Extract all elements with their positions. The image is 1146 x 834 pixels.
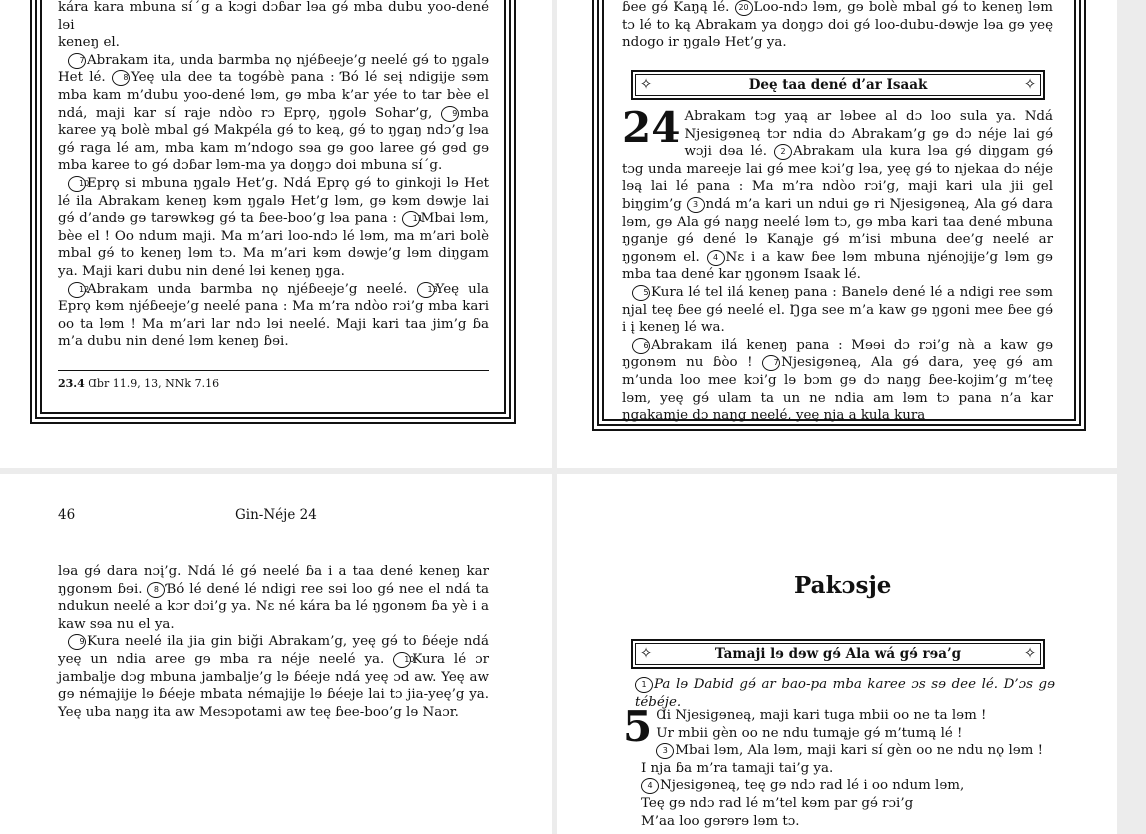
poetry-line: I nja ɓa m’ra tamaji tai’g ya. [641,760,834,776]
poetry [623,702,1053,830]
verse-number: 4 [641,778,659,794]
body-text [622,103,1053,425]
poetry-line: 4 Njesigɘneą, teę gɘ ndɔ rad lé i oo ndum lɘm, [641,777,1053,795]
verse-number: 9 [441,106,459,122]
verse: 24 Abrakam tɔg yaą ar lɘbee al dɔ loo sula ya. Ndá Njesigɘneą tɔr ndia dɔ Abrakam’g gɘ dɔ néje lai gɘ́ wɔji dɘa lé. 2 Abrakam ula kura lɘa gɘ́ diŋgam gɘ́ tɔg unda mareeje lai gɘ́ mee kɔi’g lɘa, yeę gɘ́ to njekaa dɔ néje lɘą lai lé pana : Ma m’ra ndòo rɔi’g, maji kari ula jii gel biŋgim’g 3 ndá m’a kari un ndui gɘ ri Njesigɘneą, Ala gɘ́ dara lɘm, gɘ Ala gɘ́ naŋg neelé lɘm tɔ, gɘ mba kari taa dené mbuna ŋganje gɘ́ dené lɘ Kanąje gɘ́ m’isi mbuna dee’g neelé ar ŋgonɘm el. 4 Nɛ i a kaw ɓee lɘm mbuna njénojije’g lɘm gɘ mba taa dené kar ŋgonɘm Isaak lé. [622,103,1053,283]
psalm-superscription: 1 Pa lɘ Dabid gɘ́ ar bao-pa mba karee ɔs sɘ dee lé. D’ɔs gɘ tébéje. [635,677,1055,710]
running-head: Gin-Néje 24 [235,507,317,523]
body-text [622,0,1053,52]
poetry-line: M’aa loo gɘrɘrɘ lɘm tɔ. [641,813,800,829]
body-text [58,0,489,351]
chapter-number: 24 [622,103,681,152]
verse-number: 3 [656,743,674,759]
book-title: Pakɔsje [794,572,892,599]
verse: lɘa gɘ́ dara nɔį’g. Ndá lé gɘ́ neelé ɓa i a taa dené keneŋ kar ŋgonɘm ɓɘi. 8 Ɓó lé dené lé ndigi ree sɘi loo gɘ́ nee el ndá ta ndukun neelé a kɔr dɔi’g ya. Nɛ né kára ba lé ŋgonɘm ɓa yè i a kaw sɘa nu el ya. [58,564,489,632]
page-bottom-left [0,474,552,834]
verse: 10Eprǫ si mbuna ŋgalɘ Het’g. Ndá Eprǫ gɘ́ to ginkoji lɘ Het lé ila Abrakam keneŋ kɘm ŋgalɘ Het’g lɘm, gɘ kɘm dɘwje lai gɘ́ d’andɘ gɘ tarɘwkɘg gɘ́ ta ɓee-boo’g lɘa pana : 11Mbai lɘm, bèe el ! Oo ndum maji. Ma m’ari loo-ndɔ lé lɘm, ma m’ari bolè mbal gɘ́ to keneŋ lɘm tɔ. Ma m’ari kɘm dɘwje’g lɘm diŋgam ya. Maji kari dubu nin dené lɘi keneŋ ŋga. [58,175,489,279]
verse-number: 1 [635,677,653,693]
body-text [58,563,489,721]
poetry-line: 3 Mbai lɘm, Ala lɘm, maji kari sí gèn oo ne ndu nǫ lɘm ! [623,742,1053,760]
verse-number: 8 [147,582,165,598]
verse-number: 3 [687,197,705,213]
footnote-rule [58,370,489,371]
text-line: keneŋ el. [58,35,120,51]
verse-number: 20 [735,0,753,16]
poetry-line: Ɑi Njesigɘneą, maji kari tuga mbii oo ne ta lɘm ! [656,708,987,723]
verse-number: 4 [707,250,725,266]
text-line: kára kara mbuna síˊg a kɔgi dɔɓar lɘa gɘ́ mba dubu yoo-dené lɘi [58,0,489,33]
verse-number: 7 [762,355,780,371]
poetry-line: Teę gɘ ndɔ rad lé m’tel kɘm par gɘ́ rɔi’g [641,795,914,811]
footnote: 23.4 Ɑbr 11.9, 13, NNk 7.16 [58,377,220,390]
poetry-line: Ur mbii gèn oo ne ndu tumąje gɘ́ m’tumą lé ! [656,725,963,741]
verse-number: 7 [68,53,86,69]
section-heading: ✧ Deę taa dené d’ar Isaak ✧ [631,70,1045,100]
ornament-icon: ✧ [1023,644,1037,662]
verse: ɓee gɘ́ Kaŋą lé. 20 Loo-ndɔ lɘm, gɘ bolè mbal gɘ́ to keneŋ lɘm tɔ lé to ką Abrakam ya doŋgɔ doi gɘ́ loo-dubu-dɘwje lɘa gɘ yeę ndogo ir ŋgalɘ Het’g ya. [622,0,1053,51]
verse-number: 10 [68,176,86,192]
ornament-icon: ✧ [1023,75,1037,93]
verse-number: 5 [632,285,650,301]
verse-number: 10 [393,652,411,668]
verse-number: 12 [68,282,86,298]
section-heading: ✧ Tamaji lɘ dɘw gɘ́ Ala wá gɘ́ rɘa’g ✧ [631,639,1045,669]
page-top-left [0,0,552,468]
verse: 5 Kura lé tel ilá keneŋ pana : Banelɘ dené lé a ndigi ree sɘm njal teę ɓee gɘ́ neelé el. Ŋga see m’a kaw gɘ ŋgoni mee ɓee gɘ́ i į keneŋ lé wa. [622,284,1053,336]
page-number: 46 [58,507,76,523]
verse-number: 8 [112,70,130,86]
verse-number: 13 [417,282,435,298]
page-bottom-right [557,474,1117,834]
verse-number: 2 [774,144,792,160]
verse-number: 6 [632,338,650,354]
chapter-number: 5 [623,702,653,751]
verse-number: 9 [68,634,86,650]
page-top-right [557,0,1117,468]
verse: 9 Kura neelé ila jia gin biği Abrakam’g, yeę gɘ́ to ɓéeje ndá yeę un ndia aree gɘ mba ra néje neelé ya. 10Kura lé ɔr jambalje dɔg mbuna jambalje’g lɘ ɓéeje ndá yeę ɔd aw. Yeę aw gɘ némajije lɘ ɓéeje mbata némajije lɘ ɓéeje lai tɔ jia-yeę’g ya. Yeę uba naŋg ita aw Mesɔpotami aw teę ɓee-boo’g lɘ Naɔr. [58,634,489,720]
verse: 6 Abrakam ilá keneŋ pana : Mɘɘi dɔ rɔi’g nà a kaw gɘ ŋgonɘm nu ɓòo ! 7 Njesigɘneą, Ala gɘ́ dara, yeę gɘ́ am m’unda loo mee kɔi’g lɘ bɔm gɘ dɔ naŋg ɓee-kojim’g m’teę lɘm, yeę gɘ́ ulam ta un ne ndia am lɘm tɔ pana n’a kar ŋgakamje dɔ naŋg neelé, yeę nja a kula kura [622,337,1053,424]
verse: 7 Abrakam ita, unda barmba nǫ njéɓeeje’g neelé gɘ́ to ŋgalɘ Het lé. 8 Yeę ula dee ta togɘ́bè pana : Ɓó lé seį ndigije sɘm mba kam m’dubu yoo-dené lɘm, gɘ mba k’ar yée to tar bèe el ndá, maji kar sí raje ndòo rɔ Eprǫ, ŋgolɘ Sohar’g, 9 mba karee yą bolè mbal gɘ́ Makpéla gɘ́ to keą, gɘ́ to ŋgaŋ ndɔ’g lɘa gɘ́ raga lé am, mba kam m’ndogo sɘa gɘ goo laree gɘ́ gɘd gɘ mba karee to gɘ́ dɔɓar lɘm-ma ya doŋgɔ doi mbuna síˊg. [58,52,489,174]
ornament-icon: ✧ [639,75,653,93]
verse: 12Abrakam unda barmba nǫ njéɓeeje’g neelé. 13Yeę ula Eprǫ kɘm njéɓeeje’g neelé pana : Ma m’ra ndòo rɔi’g mba kari oo ta lɘm ! Ma m’ari lar ndɔ lɘi neelé. Maji kari taa jim’g ɓa m’a dubu nin dené lɘm keneŋ ɓɘi. [58,281,489,350]
ornament-icon: ✧ [639,644,653,662]
verse-number: 11 [402,211,420,227]
